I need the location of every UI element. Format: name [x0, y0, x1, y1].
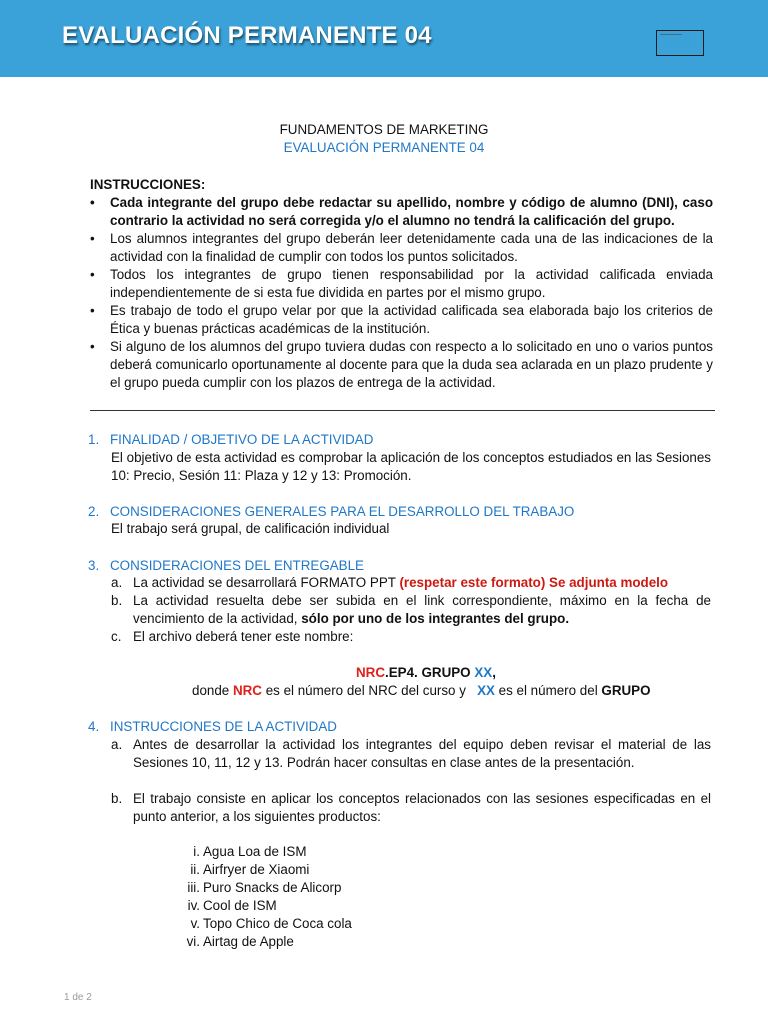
course-title: FUNDAMENTOS DE MARKETING [279, 122, 489, 137]
list-item: vi. Airtag de Apple [186, 934, 294, 949]
section-3-item-c: c. El archivo deberá tener este nombre: [111, 629, 354, 644]
evaluation-subtitle: EVALUACIÓN PERMANENTE 04 [283, 140, 485, 155]
list-item: • Todos los integrantes de grupo tienen responsabilidad por la actividad calificada enviada independientemente de si esta fue dividida en partes por el mismo grupo. [90, 267, 713, 300]
section-3-item-a: a. La actividad se desarrollará FORMATO PPT (respetar este formato) Se adjunta modelo [111, 575, 669, 590]
list-item: • Los alumnos integrantes del grupo deberán leer detenidamente cada una de las indicaciones de la actividad con la finalidad de cumplir con todos los puntos solicitados. [90, 231, 713, 264]
list-item: ii. Airfryer de Xiaomi [190, 862, 310, 877]
section-4-item-a: a. Antes de desarrollar la actividad los integrantes del equipo deben revisar el material de las Sesiones 10, 11, 12 y 13. Podrán hacer consultas en clase antes de la presentación. [111, 737, 711, 770]
section-4-title: 4. INSTRUCCIONES DE LA ACTIVIDAD [88, 719, 337, 734]
banner-title: EVALUACIÓN PERMANENTE 04 [62, 22, 432, 49]
section-1-title: 1. FINALIDAD / OBJETIVO DE LA ACTIVIDAD [88, 432, 374, 447]
list-item: i. Agua Loa de ISM [193, 844, 307, 859]
list-item: • Cada integrante del grupo debe redactar su apellido, nombre y código de alumno (DNI), caso contrario la actividad no será corregida y/o el alumno no tendrá la calificación del grupo. [90, 195, 713, 228]
list-item: v. Topo Chico de Coca cola [190, 916, 352, 931]
header-banner [0, 0, 768, 77]
section-3-title: 3. CONSIDERACIONES DEL ENTREGABLE [88, 558, 364, 573]
section-1-body: El objetivo de esta actividad es comprobar la aplicación de los conceptos estudiados en las Sesiones 10: Precio, Sesión 11: Plaza y 12 y 13: Promoción. [111, 450, 711, 483]
section-2-body: El trabajo será grupal, de calificación individual [111, 521, 390, 536]
filename-format: NRC.EP4. GRUPO XX, [356, 665, 496, 680]
page-number: 1 de 2 [64, 992, 92, 1003]
section-2-title: 2. CONSIDERACIONES GENERALES PARA EL DESARROLLO DEL TRABAJO [88, 504, 575, 519]
instructions-list [90, 194, 713, 392]
horizontal-divider [90, 410, 715, 411]
list-item: • Si alguno de los alumnos del grupo tuviera dudas con respecto a lo solicitado en uno o varios puntos deberá comunicarlo oportunamente al docente para que la duda sea aclarada en un plazo prudente y el grupo pueda cumplir con los plazos de entrega de la actividad. [90, 339, 713, 390]
products-list [160, 843, 460, 951]
list-item: iii. Puro Snacks de Alicorp [187, 880, 342, 895]
filename-explanation: donde NRC es el número del NRC del curso y XX es el número del GRUPO [192, 683, 651, 698]
list-item: iv. Cool de ISM [187, 898, 277, 913]
instructions-heading: INSTRUCCIONES: [90, 177, 206, 192]
section-3-item-b: b. La actividad resuelta debe ser subida en el link correspondiente, máximo en la fecha de vencimiento de la actividad, sólo por uno de los integrantes del grupo. [111, 593, 711, 626]
list-item: • Es trabajo de todo el grupo velar por que la actividad calificada sea elaborada bajo los criterios de Ética y buenas prácticas académicas de la institución. [90, 303, 713, 336]
banner-logo-box [656, 30, 704, 56]
section-4-item-b: b. El trabajo consiste en aplicar los conceptos relacionados con las sesiones especificadas en el punto anterior, a los siguientes productos: [111, 791, 711, 824]
